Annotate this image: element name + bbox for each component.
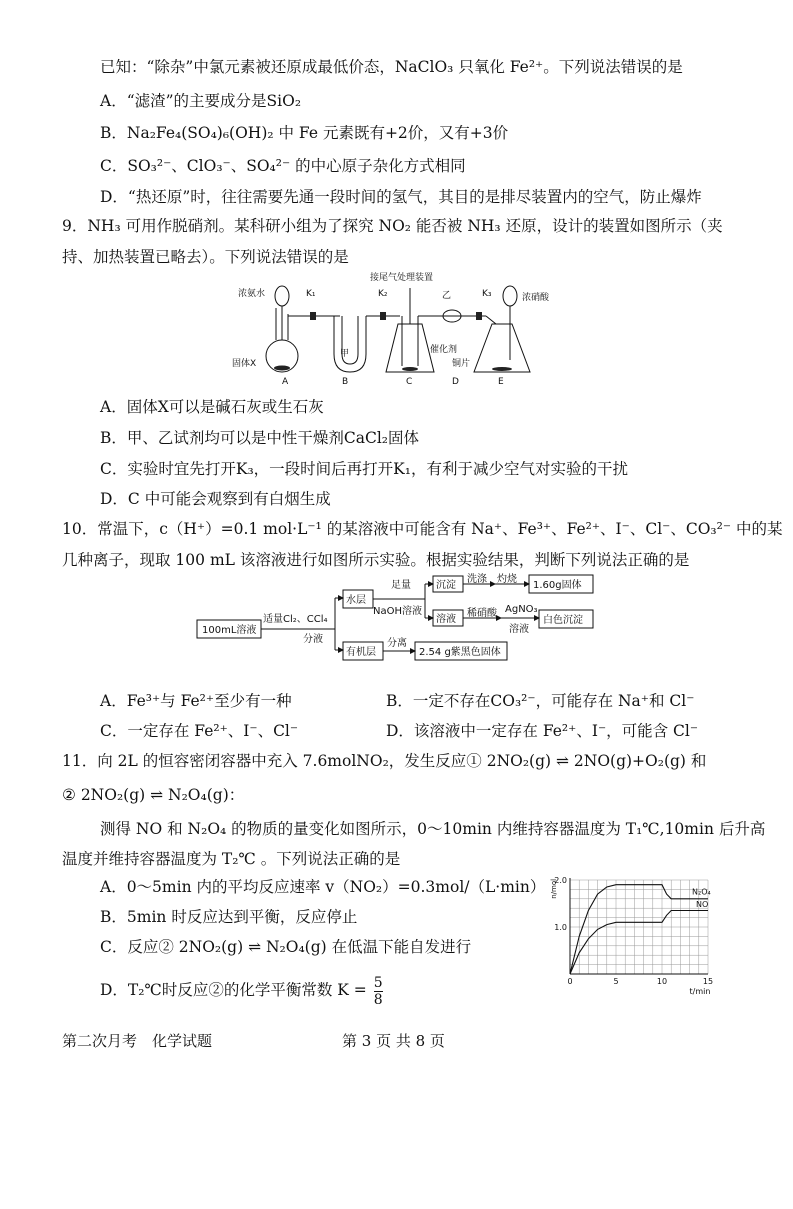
flow-purple-solid: 2.54 g紫黑色固体 bbox=[419, 647, 501, 658]
footer-left: 第二次月考 化学试题 bbox=[62, 1032, 213, 1050]
q9-stem-line1: 9．NH₃ 可用作脱硝剂。某科研小组为了探究 NO₂ 能否被 NH₃ 还原，设计的装置如图所示（夹 bbox=[62, 217, 723, 235]
q8-option-d: D．“热还原”时，往往需要先通一段时间的氢气，其目的是排尽装置内的空气，防止爆炸 bbox=[100, 188, 702, 206]
flask-a bbox=[266, 286, 298, 372]
flow-reagent1: 适量Cl₂、CCl₄ bbox=[263, 614, 328, 625]
flow-ignite: 灼烧 bbox=[497, 574, 517, 585]
flow-white-ppt: 白色沉淀 bbox=[543, 615, 583, 626]
label-k1: K₁ bbox=[306, 289, 316, 299]
q10-option-a: A．Fe³⁺与 Fe²⁺至少有一种 bbox=[100, 692, 292, 710]
label-yi: 乙 bbox=[442, 291, 452, 301]
series-label-n2o4: N₂O₄ bbox=[692, 887, 711, 897]
chart-grid bbox=[570, 878, 708, 974]
label-copper: 铜片 bbox=[452, 359, 471, 369]
flow-dilute-nitric: 稀硝酸 bbox=[467, 608, 497, 619]
q9-option-c: C．实验时宜先打开K₃，一段时间后再打开K₁，有利于减少空气对实验的干扰 bbox=[100, 460, 628, 478]
q8-option-c: C．SO₃²⁻、ClO₃⁻、SO₄²⁻ 的中心原子杂化方式相同 bbox=[100, 157, 466, 175]
label-a: A bbox=[282, 377, 289, 387]
q10-option-b: B．一定不存在CO₃²⁻，可能存在 Na⁺和 Cl⁻ bbox=[386, 692, 695, 710]
q11-chart bbox=[548, 874, 726, 1000]
q10-option-c: C．一定存在 Fe²⁺、I⁻、Cl⁻ bbox=[100, 722, 299, 740]
y-axis-label: n/mol bbox=[550, 878, 558, 899]
q10-option-d: D．该溶液中一定存在 Fe²⁺、I⁻，可能含 Cl⁻ bbox=[386, 722, 699, 740]
footer-page: 第 3 页 共 8 页 bbox=[342, 1032, 445, 1050]
x-tick-label: 0 bbox=[567, 977, 573, 986]
label-tail-gas: 接尾气处理装置 bbox=[370, 273, 434, 283]
q10-stem-line1: 10．常温下，c（H⁺）=0.1 mol·L⁻¹ 的某溶液中可能含有 Na⁺、Fe³⁺、Fe²⁺、I⁻、Cl⁻、CO₃²⁻ 中的某 bbox=[62, 520, 783, 538]
flow-precipitate: 沉淀 bbox=[436, 580, 456, 591]
x-tick-label: 10 bbox=[656, 977, 668, 986]
label-solid-x: 固体X bbox=[232, 359, 257, 369]
label-conc-ammonia: 浓氨水 bbox=[238, 289, 266, 299]
q10-flowchart bbox=[195, 572, 615, 668]
flow-agno3-solution: 溶液 bbox=[509, 624, 529, 635]
bottle-c bbox=[386, 288, 434, 372]
flow-separate2: 分离 bbox=[387, 638, 407, 649]
q9-apparatus-figure bbox=[230, 268, 570, 390]
q9-option-a: A．固体X可以是碱石灰或生石灰 bbox=[100, 398, 324, 416]
flow-organic: 有机层 bbox=[346, 647, 376, 658]
q8-option-a: A．“滤渣”的主要成分是SiO₂ bbox=[100, 92, 302, 110]
fraction-denominator: 8 bbox=[373, 991, 383, 1008]
q9-stem-line2: 持、加热装置已略去）。下列说法错误的是 bbox=[62, 248, 349, 266]
x-tick-label: 15 bbox=[702, 977, 714, 986]
q11-option-a: A．0～5min 内的平均反应速率 v（NO₂）=0.3mol/（L·min） bbox=[100, 878, 546, 896]
y-tick-label: 2.0 bbox=[554, 876, 567, 885]
q11-stem-line1: 11．向 2L 的恒容密闭容器中充入 7.6molNO₂，发生反应① 2NO₂(g) ⇌ 2NO(g)+O₂(g) 和 bbox=[62, 752, 707, 770]
flow-naoh: NaOH溶液 bbox=[373, 606, 422, 617]
q10-stem-line2: 几种离子，现取 100 mL 该溶液进行如图所示实验。根据实验结果，判断下列说法正确的是 bbox=[62, 551, 690, 569]
q11-option-b: B．5min 时反应达到平衡，反应停止 bbox=[100, 908, 358, 926]
q11-stem-line4: 温度并维持容器温度为 T₂℃ 。下列说法正确的是 bbox=[62, 850, 401, 868]
y-tick-label: 1.0 bbox=[554, 923, 567, 932]
flow-start: 100mL溶液 bbox=[202, 625, 257, 636]
label-c: C bbox=[406, 377, 413, 387]
x-tick-label: 5 bbox=[613, 977, 619, 986]
label-b: B bbox=[342, 377, 349, 387]
flow-aqueous: 水层 bbox=[346, 595, 366, 606]
flow-excess: 足量 bbox=[391, 580, 411, 591]
label-k3: K₃ bbox=[482, 289, 492, 299]
series-label-no: NO bbox=[696, 899, 709, 909]
label-jia: 甲 bbox=[340, 349, 350, 359]
u-tube-b bbox=[334, 316, 366, 372]
label-conc-nitric: 浓硝酸 bbox=[522, 293, 550, 303]
q11-stem-line2: ② 2NO₂(g) ⇌ N₂O₄(g)： bbox=[62, 786, 245, 804]
fraction bbox=[374, 975, 383, 1008]
q9-option-b: B．甲、乙试剂均可以是中性干燥剂CaCl₂固体 bbox=[100, 429, 420, 447]
label-catalyst: 催化剂 bbox=[430, 345, 458, 355]
flow-agno3: AgNO₃ bbox=[505, 604, 538, 615]
q11-stem-line3: 测得 NO 和 N₂O₄ 的物质的量变化如图所示，0～10min 内维持容器温度为 T₁℃,10min 后升高 bbox=[100, 820, 766, 838]
flow-solution: 溶液 bbox=[436, 614, 456, 625]
tube-d bbox=[418, 310, 486, 322]
chart-series bbox=[570, 885, 708, 974]
label-k2: K₂ bbox=[378, 289, 388, 299]
label-d: D bbox=[452, 377, 459, 387]
q8-option-b: B．Na₂Fe₄(SO₄)₆(OH)₂ 中 Fe 元素既有+2价，又有+3价 bbox=[100, 124, 509, 142]
flow-wash: 洗涤 bbox=[467, 574, 487, 585]
flow-separate: 分液 bbox=[303, 634, 323, 645]
chart-labels bbox=[550, 876, 713, 996]
q9-option-d: D．C 中可能会观察到有白烟生成 bbox=[100, 490, 331, 508]
flow-solid-mass: 1.60g固体 bbox=[533, 580, 582, 591]
series-line-0 bbox=[570, 885, 708, 974]
label-e: E bbox=[498, 377, 504, 387]
x-axis-label: t/min bbox=[689, 987, 711, 996]
q8-known: 已知：“除杂”中氯元素被还原成最低价态，NaClO₃ 只氧化 Fe²⁺。下列说法错误的是 bbox=[100, 58, 683, 76]
q11-option-d-text: D．T₂℃时反应②的化学平衡常数 K = bbox=[100, 981, 367, 999]
q11-option-d bbox=[100, 970, 383, 1010]
fraction-numerator: 5 bbox=[373, 974, 383, 991]
q11-option-c: C．反应② 2NO₂(g) ⇌ N₂O₄(g) 在低温下能自发进行 bbox=[100, 938, 472, 956]
